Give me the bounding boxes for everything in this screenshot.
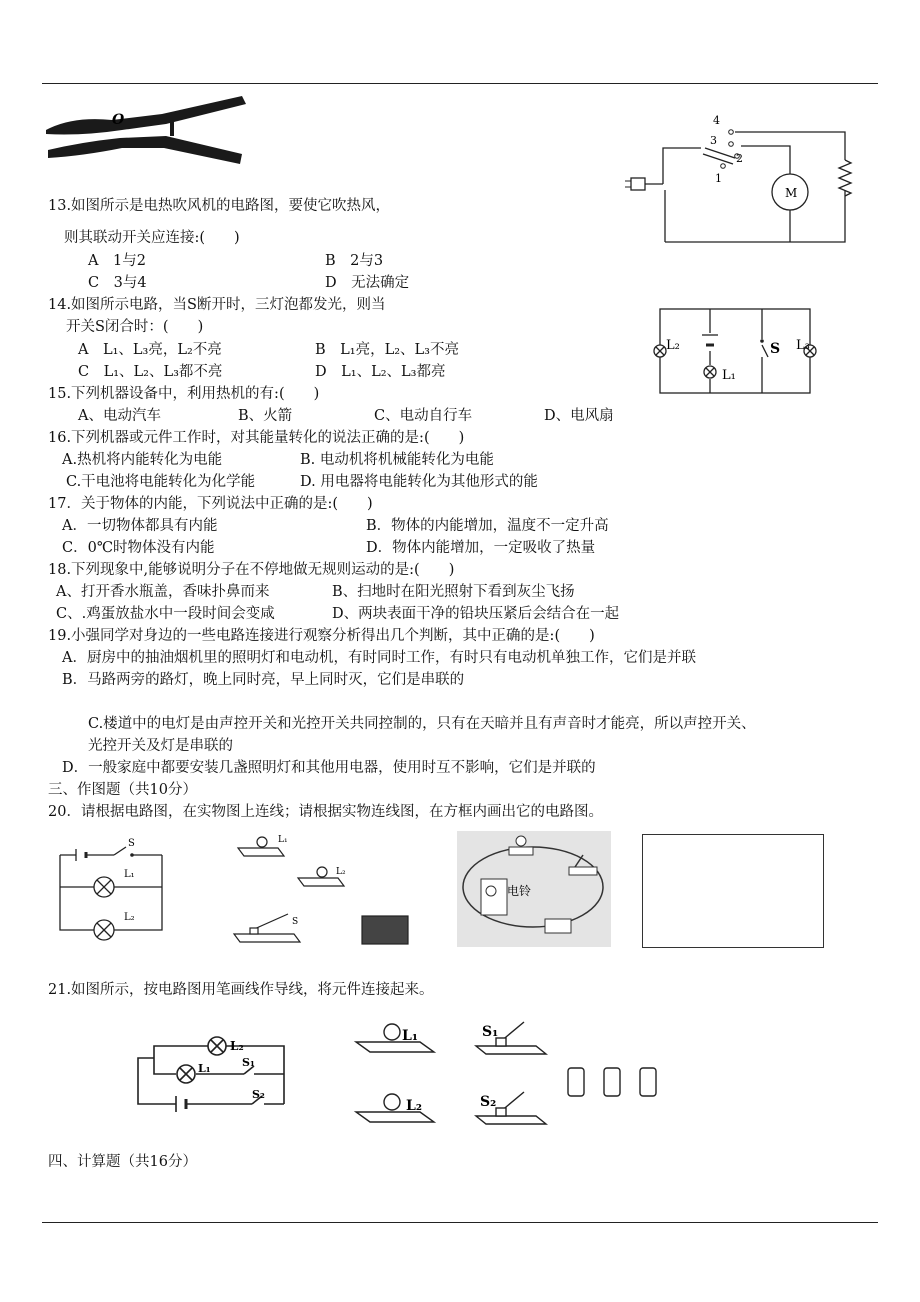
q20-stem: 20．请根据电路图，在实物图上连线；请根据实物连线图，在方框内画出它的电路图。	[48, 804, 603, 820]
component-label-s1: S₁	[482, 1024, 499, 1040]
component-label-l1: L₁	[402, 1028, 418, 1044]
diagram-label-l1: L₁	[198, 1062, 211, 1075]
q20-wiring-photo	[457, 831, 611, 947]
q17-option-a: A．一切物体都具有内能	[62, 518, 218, 534]
q18-option-a: A、打开香水瓶盖，香味扑鼻而来	[56, 584, 270, 600]
component-label-l2: L₂	[336, 867, 346, 877]
q13-option-c: C 3与4	[88, 275, 147, 291]
bell-label: 电铃	[507, 884, 532, 898]
lamp-label-l2: L₂	[666, 338, 680, 353]
q21-stem: 21.如图所示，按电路图用笔画线作导线，将元件连接起来。	[48, 982, 434, 998]
q16-stem: 16.下列机器或元件工作时，对其能量转化的说法正确的是:( )	[48, 430, 465, 446]
q17-option-d: D．物体内能增加，一定吸收了热量	[366, 540, 596, 556]
q15-option-b: B、火箭	[238, 408, 293, 424]
q17-option-b: B．物体的内能增加，温度不一定升高	[366, 518, 609, 534]
terminal-4: 4	[713, 114, 720, 127]
answer-box[interactable]	[642, 834, 824, 948]
q19-option-d: D．一般家庭中都要安装几盏照明灯和其他用电器，使用时互不影响，它们是并联的	[62, 760, 596, 776]
q19-option-c-line2: 光控开关及灯是串联的	[88, 738, 233, 754]
q18-stem: 18.下列现象中,能够说明分子在不停地做无规则运动的是:( )	[48, 562, 455, 578]
q19-stem: 19.小强同学对身边的一些电路连接进行观察分析得出几个判断，其中正确的是:( )	[48, 628, 595, 644]
q15-option-a: A、电动汽车	[78, 408, 161, 424]
q15-option-c: C、电动自行车	[374, 408, 473, 424]
diagram-label-s1: S₁	[242, 1056, 255, 1069]
diagram-label-s2: S₂	[252, 1088, 265, 1101]
q14-option-d: D L₁、L₂、L₃都亮	[315, 364, 446, 380]
q13-stem2: 则其联动开关应连接:( )	[64, 230, 240, 246]
lamp-label-l3: L₃	[796, 338, 810, 353]
q16-option-b: B. 电动机将机械能转化为电能	[300, 452, 494, 468]
section3-heading: 三、作图题（共10分）	[48, 782, 197, 798]
q20-circuit-diagram	[52, 835, 172, 945]
motor-label: M	[785, 186, 798, 200]
shears-figure	[42, 90, 252, 170]
q18-option-d: D、两块表面干净的铅块压紧后会结合在一起	[332, 606, 620, 622]
pivot-label: O	[112, 112, 125, 128]
bottom-rule	[42, 1222, 878, 1223]
switch-label-s: S	[770, 341, 781, 357]
diagram-label-l2: L₂	[124, 912, 135, 923]
q13-option-a: A 1与2	[88, 253, 146, 269]
diagram-label-s: S	[128, 838, 135, 849]
q17-stem: 17．关于物体的内能，下列说法中正确的是:( )	[48, 496, 373, 512]
q15-stem: 15.下列机器设备中，利用热机的有:( )	[48, 386, 320, 402]
terminal-2: 2	[736, 152, 743, 165]
three-lamp-circuit	[650, 305, 820, 397]
diagram-label-l2: L₂	[230, 1039, 244, 1053]
q16-option-d: D. 用电器将电能转化为其他形式的能	[300, 474, 538, 490]
section4-heading: 四、计算题（共16分）	[48, 1154, 197, 1170]
q13-stem: 13.如图所示是电热吹风机的电路图，要使它吹热风，	[48, 198, 391, 214]
q16-option-a: A.热机将内能转化为电能	[62, 452, 223, 468]
top-rule	[42, 83, 878, 84]
q19-option-b: B．马路两旁的路灯，晚上同时亮，早上同时灭，它们是串联的	[62, 672, 465, 688]
q13-option-d: D 无法确定	[325, 275, 410, 291]
q14-option-c: C L₁、L₂、L₃都不亮	[78, 364, 223, 380]
component-label-s2: S₂	[480, 1094, 497, 1110]
q21-circuit-diagram	[132, 1024, 302, 1114]
component-label-l1: L₁	[278, 835, 288, 845]
q15-option-d: D、电风扇	[544, 408, 614, 424]
q21-components	[352, 1012, 672, 1134]
q16-option-c: C.干电池将电能转化为化学能	[66, 474, 256, 490]
q13-option-b: B 2与3	[325, 253, 384, 269]
q14-stem2: 开关S闭合时：( )	[66, 319, 204, 335]
hairdryer-circuit	[625, 110, 865, 250]
q19-option-c-line1: C.楼道中的电灯是由声控开关和光控开关共同控制的，只有在天暗并且有声音时才能亮，所以声控开关、	[88, 716, 756, 732]
q19-option-a: A．厨房中的抽油烟机里的照明灯和电动机，有时同时工作，有时只有电动机单独工作，它们是并联	[62, 650, 696, 666]
terminal-1: 1	[715, 172, 722, 185]
q14-stem: 14.如图所示电路，当S断开时，三灯泡都发光，则当	[48, 297, 386, 313]
q14-option-a: A L₁、L₃亮，L₂不亮	[78, 342, 222, 358]
diagram-label-l1: L₁	[124, 869, 135, 880]
q18-option-b: B、扫地时在阳光照射下看到灰尘飞扬	[332, 584, 575, 600]
lamp-label-l1: L₁	[722, 368, 736, 383]
q14-option-b: B L₁亮，L₂、L₃不亮	[315, 342, 459, 358]
component-label-l2: L₂	[406, 1098, 422, 1114]
q18-option-c: C、.鸡蛋放盐水中一段时间会变咸	[56, 606, 275, 622]
terminal-3: 3	[710, 134, 717, 147]
q20-components	[232, 830, 432, 950]
q17-option-c: C．0℃时物体没有内能	[62, 540, 215, 556]
component-label-s: S	[292, 917, 299, 927]
